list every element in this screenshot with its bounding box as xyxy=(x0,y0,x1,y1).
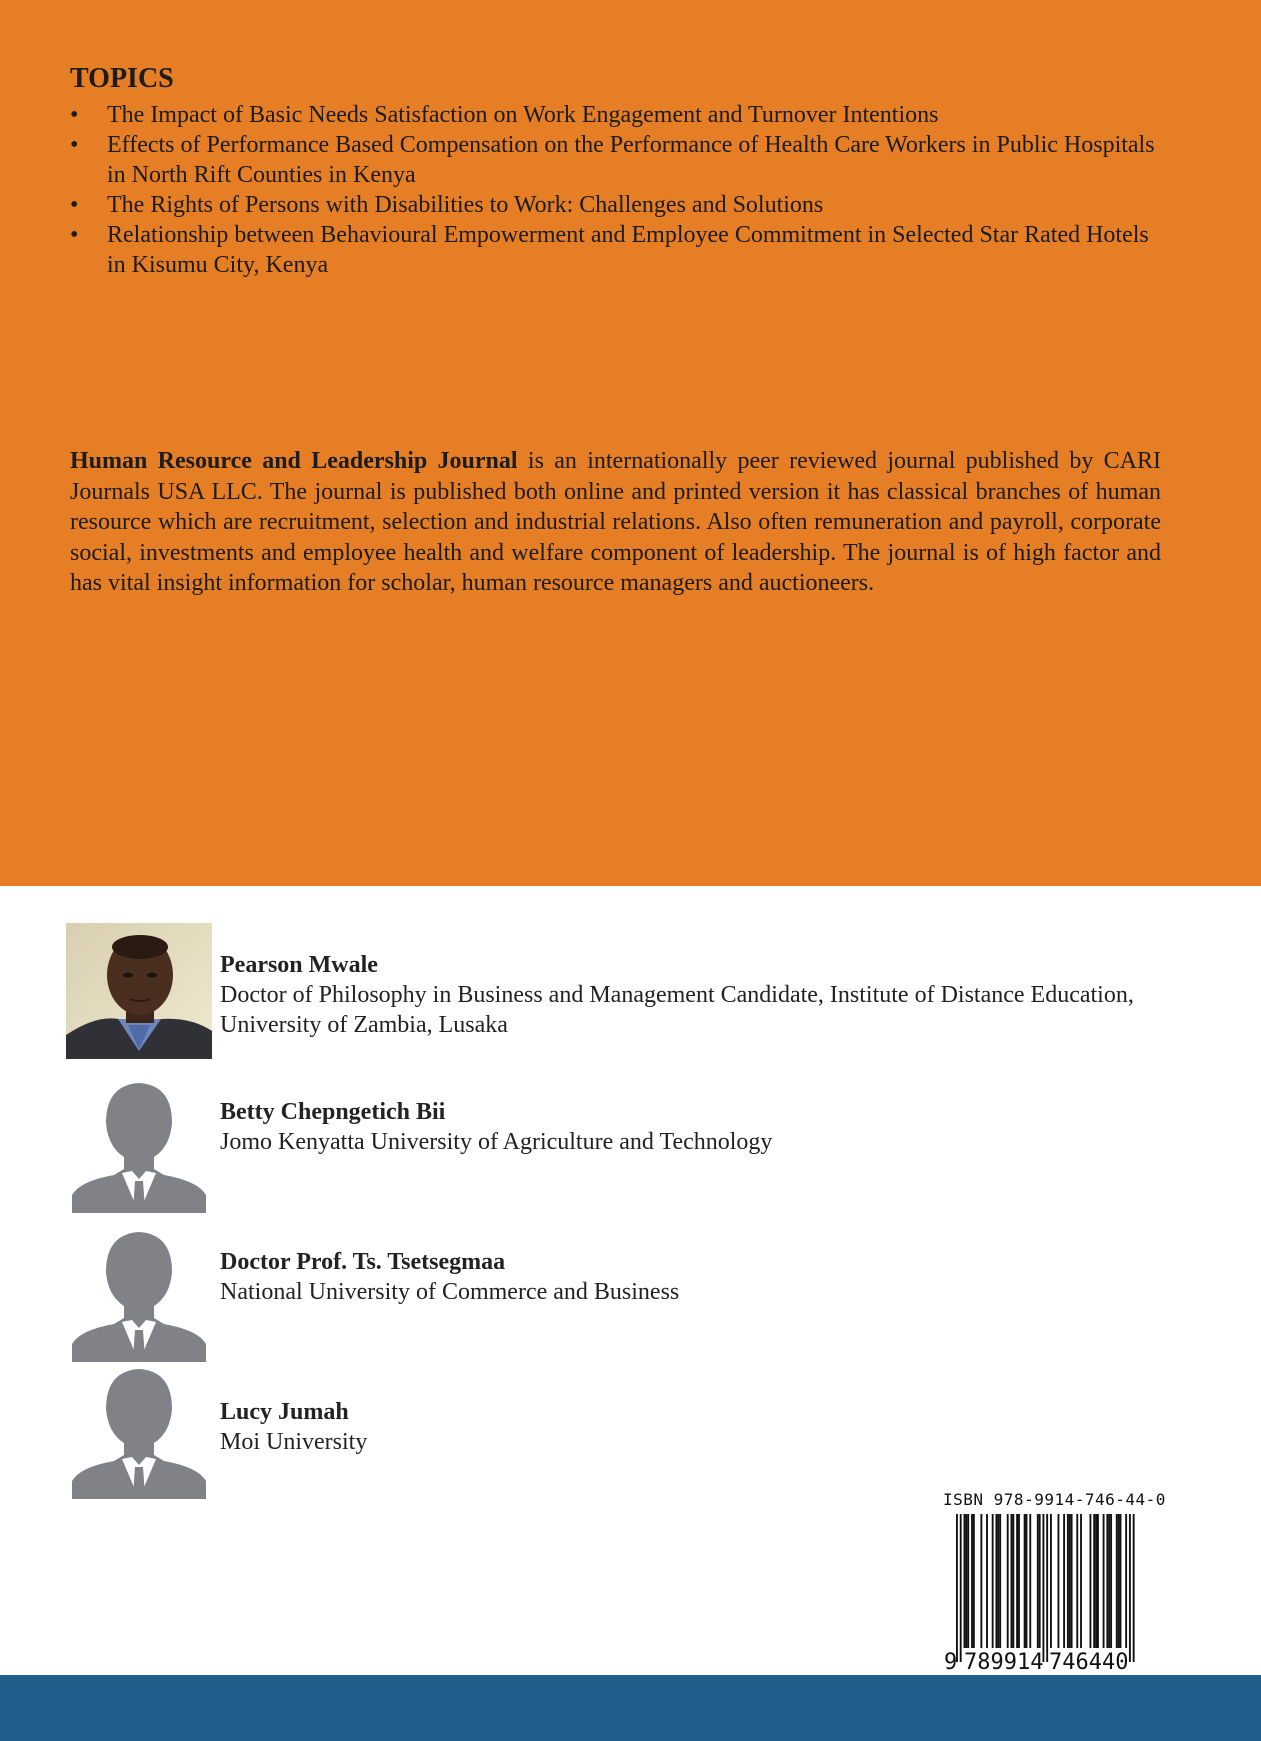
barcode-bar xyxy=(1106,1514,1108,1648)
author-name: Pearson Mwale xyxy=(220,952,378,978)
barcode-bar xyxy=(1037,1514,1039,1648)
barcode-bar xyxy=(1076,1514,1078,1648)
barcode-bar xyxy=(1093,1514,1095,1648)
barcode-right-group: 746440 xyxy=(1049,1650,1129,1672)
isbn-label: ISBN 978-9914-746-44-0 xyxy=(943,1490,1166,1509)
barcode-bar xyxy=(1129,1514,1131,1662)
author-info xyxy=(220,950,1166,1040)
author-affiliation: Moi University xyxy=(220,1429,368,1455)
author-card xyxy=(66,1077,1166,1217)
bullet-icon: • xyxy=(70,222,79,248)
barcode-bar xyxy=(997,1514,999,1648)
barcode-bar xyxy=(1125,1514,1127,1648)
blue-footer-band xyxy=(0,1675,1261,1741)
bullet-icon: • xyxy=(70,102,79,128)
barcode-bar xyxy=(1080,1514,1082,1648)
barcode-bar xyxy=(1103,1514,1105,1648)
barcode-bar xyxy=(1024,1514,1026,1648)
barcode-bar xyxy=(1089,1514,1091,1648)
bullet-icon: • xyxy=(70,192,79,218)
topic-item xyxy=(70,220,1170,280)
topic-text: Effects of Performance Based Compensation on the Performance of Health Care Workers in Public Hospitals in North Rift Counties in Kenya xyxy=(107,132,1155,188)
bullet-icon: • xyxy=(70,132,79,158)
author-affiliation: Jomo Kenyatta University of Agriculture and Technology xyxy=(220,1129,773,1155)
barcode-bar xyxy=(1011,1514,1013,1648)
topic-text: The Rights of Persons with Disabilities to Work: Challenges and Solutions xyxy=(107,192,824,218)
barcode-bar xyxy=(1058,1514,1060,1648)
author-name: Doctor Prof. Ts. Tsetsegmaa xyxy=(220,1249,506,1275)
author-portrait-photo xyxy=(66,923,212,1059)
barcode-bar xyxy=(964,1514,966,1648)
barcode-bar xyxy=(973,1514,975,1648)
barcode-bar xyxy=(967,1514,969,1648)
barcode-bar xyxy=(1029,1514,1031,1648)
barcode-bar xyxy=(965,1514,967,1648)
barcode-bar xyxy=(995,1514,997,1648)
topic-item xyxy=(70,190,1170,220)
barcode-bar xyxy=(1118,1514,1120,1648)
barcode-bar xyxy=(1069,1514,1071,1648)
topic-item xyxy=(70,130,1170,190)
journal-description xyxy=(70,446,1161,599)
author-card xyxy=(66,1226,1166,1366)
barcode-bar xyxy=(980,1514,982,1648)
barcode-bar xyxy=(986,1514,988,1648)
silhouette-icon xyxy=(66,1363,212,1499)
author-info xyxy=(220,1397,367,1457)
author-info xyxy=(220,1097,772,1157)
author-name: Betty Chepngetich Bii xyxy=(220,1099,446,1125)
barcode-bar xyxy=(999,1514,1001,1648)
barcode-bar xyxy=(1120,1514,1122,1648)
barcode-bar xyxy=(1116,1514,1118,1648)
silhouette-icon xyxy=(66,1226,212,1362)
barcode-bar xyxy=(1050,1514,1052,1648)
author-affiliation: Doctor of Philosophy in Business and Management Candidate, Institute of Distance Education, University of Zambia, Lusaka xyxy=(220,982,1134,1038)
silhouette-icon xyxy=(66,1077,212,1213)
barcode-bar xyxy=(1108,1514,1110,1648)
topic-item xyxy=(70,100,1170,130)
barcode-bar xyxy=(1018,1514,1020,1648)
barcode-left-group: 789914 xyxy=(964,1650,1044,1672)
barcode-bar xyxy=(1007,1514,1009,1648)
author-affiliation: National University of Commerce and Business xyxy=(220,1279,680,1305)
barcode-bars xyxy=(956,1514,1135,1662)
topic-text: The Impact of Basic Needs Satisfaction on Work Engagement and Turnover Intentions xyxy=(107,102,939,128)
barcode-bar xyxy=(1016,1514,1018,1648)
barcode-bar xyxy=(956,1514,958,1662)
barcode-bar xyxy=(1097,1514,1099,1648)
description-text: is an internationally peer reviewed journal published by CARI Journals USA LLC. The journal is published both online and printed version it has classical branches of human resource which are recruitment, selection and industrial relations. Also often remuneration and payroll, corporate social, investments and employee health and welfare component of leadership. The journal is of high factor and has vital insight information for scholar, human resource managers and auctioneers. xyxy=(70,448,1161,596)
journal-name: Human Resource and Leadership Journal xyxy=(70,448,518,474)
barcode-bar xyxy=(1046,1514,1048,1662)
barcode-bar xyxy=(971,1514,973,1648)
isbn-barcode xyxy=(940,1512,1150,1672)
barcode-bar xyxy=(992,1514,994,1648)
author-info xyxy=(220,1247,679,1307)
topic-text: Relationship between Behavioural Empowerment and Employee Commitment in Selected Star Rated Hotels in Kisumu City, Kenya xyxy=(107,222,1149,278)
barcode-bar xyxy=(1042,1514,1044,1662)
barcode-bar xyxy=(1012,1514,1014,1648)
barcode-bar xyxy=(1026,1514,1028,1648)
barcode-bar xyxy=(1095,1514,1097,1648)
barcode-bar xyxy=(1110,1514,1112,1648)
barcode-bar xyxy=(1039,1514,1041,1648)
barcode-bar xyxy=(1063,1514,1065,1648)
topics-section xyxy=(70,62,1170,280)
topics-list xyxy=(70,100,1170,280)
barcode-first-digit: 9 xyxy=(944,1650,958,1672)
barcode-bar xyxy=(1071,1514,1073,1648)
barcode-bar xyxy=(960,1514,962,1662)
barcode-bar xyxy=(1133,1514,1135,1662)
author-name: Lucy Jumah xyxy=(220,1399,349,1425)
topics-heading: TOPICS xyxy=(70,63,174,94)
author-card xyxy=(66,923,1166,1063)
barcode-bar xyxy=(1067,1514,1069,1648)
author-card xyxy=(66,1363,1166,1503)
